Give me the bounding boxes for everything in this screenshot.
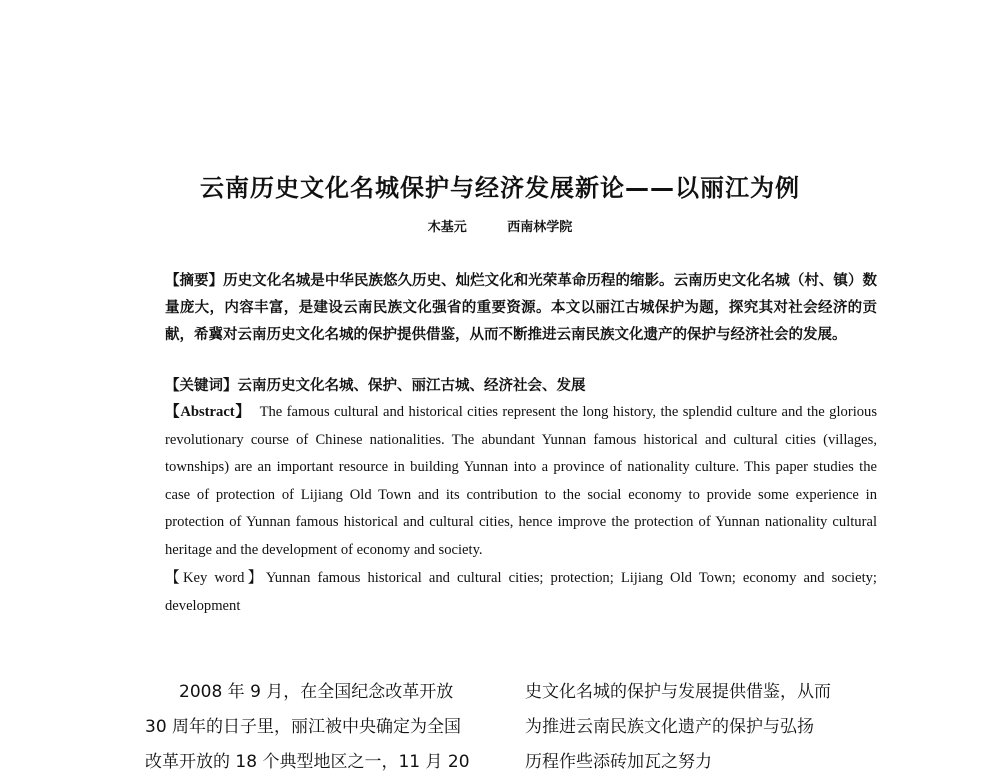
chinese-keywords: [145, 372, 877, 399]
english-abstract: [145, 399, 877, 564]
abstract-en-label: 【Abstract】: [165, 404, 251, 420]
keywords-en-text: Yunnan famous historical and cultural cities; protection; Lijiang Old Town; economy and society; development: [165, 570, 877, 614]
body-line: 历程作些添砖加瓦之努力: [525, 752, 712, 772]
body-column-right: [525, 675, 855, 780]
body-column-left: [145, 675, 475, 780]
abstract-text: 历史文化名城是中华民族悠久历史、灿烂文化和光荣革命历程的缩影。云南历史文化名城（村、镇）数量庞大，内容丰富，是建设云南民族文化强省的重要资源。本文以丽江古城保护为题，探究其对社会经济的贡献，希冀对云南历史文化名城的保护提供借鉴，从而不断推进云南民族文化遗产的保护与经济社会的发展。: [165, 272, 877, 343]
keywords-text: 云南历史文化名城、保护、丽江古城、经济社会、发展: [237, 377, 586, 394]
keywords-label: 【关键词】: [165, 377, 238, 394]
body-line: 为推进云南民族文化遗产的保护与弘扬: [525, 717, 814, 737]
chinese-abstract: [145, 267, 877, 348]
body-line: 30 周年的日子里，丽江被中央确定为全国: [145, 717, 462, 737]
author-affiliation: 西南林学院: [507, 220, 573, 235]
abstract-en-text: The famous cultural and historical cities represent the long history, the splendid culture and the glorious revolutionary course of Chinese nationalities. The abundant Yunnan famous historical and cultural cities (villages, townships) are an important resource in building Yunnan into a province of nationality culture. This paper studies the case of protection of Lijiang Old Town and its contribution to the social economy to provide some experience in protection of Yunnan famous historical and cultural cities, hence improve the protection of Yunnan nationality cultural heritage and the development of economy and society.: [165, 404, 878, 558]
author-name: 木基元: [427, 220, 467, 235]
body-line: 改革开放的 18 个典型地区之一，11 月 20: [145, 752, 470, 772]
body-line: 2008 年 9 月，在全国纪念改革开放: [145, 682, 454, 702]
english-keywords: [145, 565, 877, 620]
author-line: [0, 216, 1000, 235]
paper-title: 云南历史文化名城保护与经济发展新论——以丽江为例: [200, 174, 800, 202]
abstract-label: 【摘要】: [165, 272, 224, 289]
body-line: 史文化名城的保护与发展提供借鉴，从而: [525, 682, 831, 702]
keywords-en-label: 【Key word】: [165, 570, 266, 586]
